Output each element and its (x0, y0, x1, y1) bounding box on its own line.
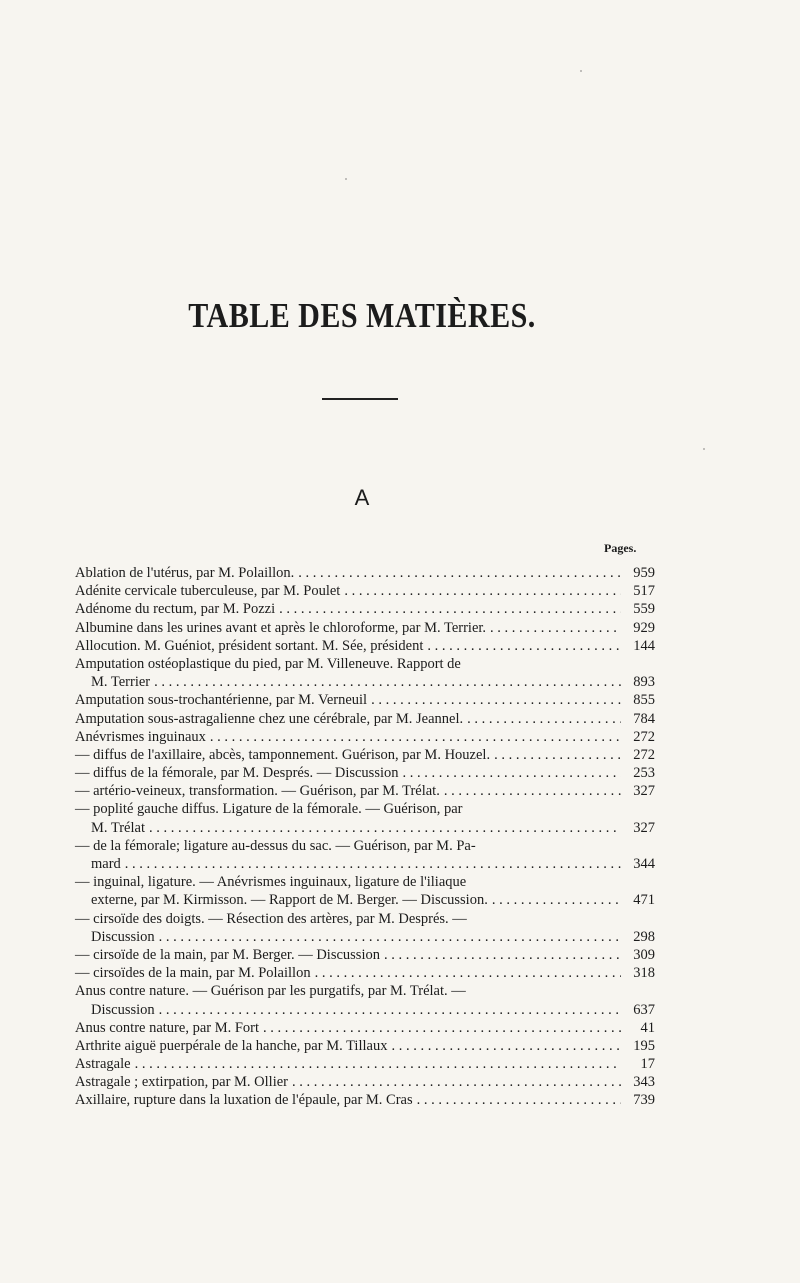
page-number: 195 (633, 1037, 655, 1054)
leader-dots (292, 1073, 621, 1091)
index-entry-text: externe, par M. Kirmisson. — Rapport de M. Berger. — Discussion. (91, 892, 488, 909)
page-number: 855 (633, 692, 655, 709)
index-entry-text: Ablation de l'utérus, par M. Polaillon. (75, 565, 295, 581)
index-entry-line (75, 1001, 655, 1019)
index-entry-text: — inguinal, ligature. — Anévrismes inguinaux, ligature de l'iliaque (75, 874, 467, 891)
leader-dots (391, 1037, 621, 1055)
index-entry-line (75, 619, 655, 637)
index-entry (75, 982, 655, 1018)
index-entry (75, 1019, 655, 1037)
index-entry-line (75, 928, 655, 946)
index-entry (75, 764, 655, 782)
index-entry (75, 1037, 655, 1055)
index-entry-text: — de la fémorale; ligature au-dessus du sac. — Guérison, par M. Pa- (75, 837, 476, 854)
page-number: 309 (633, 946, 655, 963)
leader-dots (467, 710, 621, 728)
index-entry-line (75, 746, 655, 764)
index-entry-text: Arthrite aiguë puerpérale de la hanche, par M. Tillaux (75, 1037, 388, 1054)
page-number: 739 (633, 1092, 655, 1109)
index-entry (75, 800, 655, 836)
page-number: 343 (633, 1074, 655, 1091)
section-letter: A (354, 485, 370, 510)
title-rule (322, 398, 398, 400)
index-entry-text: Axillaire, rupture dans la luxation de l'épaule, par M. Cras (75, 1092, 413, 1109)
index-entry (75, 655, 655, 691)
page-number: 517 (633, 583, 655, 600)
index-entry-line (75, 673, 655, 691)
index-entry-line (75, 1073, 655, 1091)
page-number: 318 (633, 965, 655, 982)
index-entry-line (75, 819, 655, 837)
index-entries (75, 564, 655, 1110)
index-entry-text: M. Trélat (91, 819, 145, 836)
index-entry (75, 746, 655, 764)
page-number: 17 (640, 1056, 655, 1073)
index-entry-line (75, 837, 655, 855)
leader-dots (135, 1055, 621, 1073)
index-entry-text: Albumine dans les urines avant et après le chloroforme, par M. Terrier. (75, 619, 487, 636)
leader-dots (210, 728, 621, 746)
index-entry-line (75, 782, 655, 800)
index-entry-line (75, 910, 655, 928)
index-entry-line (75, 655, 655, 673)
paper-speck (345, 178, 347, 180)
index-entry-line (75, 637, 655, 655)
page-number: 327 (633, 819, 655, 836)
index-entry-text: Amputation ostéoplastique du pied, par M. Villeneuve. Rapport de (75, 655, 461, 672)
index-entry (75, 619, 655, 637)
index-entry-text: Anévrismes inguinaux (75, 728, 206, 745)
leader-dots (417, 1091, 621, 1109)
index-entry-line (75, 964, 655, 982)
leader-dots (444, 782, 621, 800)
index-entry-text: — artério-veineux, transformation. — Guérison, par M. Trélat. (75, 783, 440, 800)
index-entry (75, 964, 655, 982)
index-entry-line (75, 800, 655, 818)
index-entry-text: M. Terrier (91, 674, 151, 691)
leader-dots (494, 746, 621, 764)
index-entry (75, 1073, 655, 1091)
page-number: 272 (633, 746, 655, 763)
index-entry-text: — diffus de la fémorale, par M. Després. — Discussion (75, 765, 399, 782)
leader-dots (344, 582, 621, 600)
index-entry (75, 691, 655, 709)
leader-dots (492, 891, 621, 909)
page-number: 298 (633, 928, 655, 945)
index-entry-line (75, 891, 655, 909)
leader-dots (315, 964, 621, 982)
index-entry (75, 637, 655, 655)
index-entry-line (75, 564, 655, 582)
leader-dots (298, 564, 621, 582)
index-entry (75, 1091, 655, 1109)
leader-dots (490, 619, 621, 637)
page-number: 637 (633, 1001, 655, 1018)
index-entry (75, 837, 655, 873)
leader-dots (427, 637, 621, 655)
index-entry-line (75, 873, 655, 891)
leader-dots (154, 673, 621, 691)
index-entry-line (75, 710, 655, 728)
page-number: 344 (633, 856, 655, 872)
leader-dots (125, 855, 621, 873)
index-entry-text: Anus contre nature, par M. Fort (75, 1019, 260, 1036)
paper-speck (580, 70, 582, 72)
index-entry-line (75, 764, 655, 782)
paper-speck (703, 448, 705, 450)
index-entry-text: Astragale (75, 1056, 131, 1073)
index-entry-text: — diffus de l'axillaire, abcès, tamponnement. Guérison, par M. Houzel. (75, 746, 491, 763)
page-title: TABLE DES MATIÈRES. (188, 296, 536, 335)
index-entry-line (75, 728, 655, 746)
leader-dots (371, 691, 621, 709)
index-entry (75, 782, 655, 800)
index-entry-line (75, 1019, 655, 1037)
index-entry (75, 910, 655, 946)
pages-column-header: Pages. (604, 541, 637, 555)
page-number: 893 (633, 674, 655, 691)
index-entry (75, 710, 655, 728)
index-entry-text: mard (91, 856, 121, 872)
index-entry-line (75, 855, 655, 873)
page-number: 959 (633, 565, 655, 581)
page-number: 929 (633, 619, 655, 636)
index-entry (75, 582, 655, 600)
index-entry-line (75, 1091, 655, 1109)
page-number: 41 (640, 1019, 655, 1036)
index-entry-text: — cirsoïde de la main, par M. Berger. — Discussion (75, 946, 380, 963)
page-number: 253 (633, 765, 655, 782)
index-entry-line (75, 946, 655, 964)
index-entry-text: Adénome du rectum, par M. Pozzi (75, 601, 276, 618)
leader-dots (403, 764, 622, 782)
page-number: 272 (633, 728, 655, 745)
index-entry-text: Amputation sous-trochantérienne, par M. Verneuil (75, 692, 368, 709)
index-entry (75, 873, 655, 909)
leader-dots (159, 1001, 621, 1019)
index-entry (75, 1055, 655, 1073)
leader-dots (263, 1019, 621, 1037)
page-number: 559 (633, 601, 655, 618)
index-entry-text: Allocution. M. Guéniot, président sortant. M. Sée, président (75, 637, 424, 654)
leader-dots (149, 819, 621, 837)
index-entry-line (75, 982, 655, 1000)
index-entry-line (75, 582, 655, 600)
page-number: 144 (633, 637, 655, 654)
index-entry-text: Anus contre nature. — Guérison par les purgatifs, par M. Trélat. — (75, 983, 466, 1000)
index-entry-line (75, 1055, 655, 1073)
index-entry-text: Amputation sous-astragalienne chez une cérébrale, par M. Jeannel. (75, 710, 464, 727)
index-entry (75, 564, 655, 582)
index-entry-text: Astragale ; extirpation, par M. Ollier (75, 1074, 289, 1091)
index-entry-line (75, 1037, 655, 1055)
index-entry-text: Discussion (91, 928, 155, 945)
index-entry-text: — cirsoïde des doigts. — Résection des artères, par M. Després. — (75, 910, 467, 927)
page-number: 327 (633, 783, 655, 800)
page-number: 784 (633, 710, 655, 727)
index-entry-text: Adénite cervicale tuberculeuse, par M. Poulet (75, 583, 341, 600)
index-entry-line (75, 691, 655, 709)
index-entry (75, 728, 655, 746)
index-entry (75, 946, 655, 964)
leader-dots (384, 946, 621, 964)
page-number: 471 (633, 892, 655, 909)
leader-dots (279, 600, 621, 618)
index-entry-text: — cirsoïdes de la main, par M. Polaillon (75, 965, 311, 982)
index-entry-text: Discussion (91, 1001, 155, 1018)
leader-dots (159, 928, 621, 946)
index-entry-text: — poplité gauche diffus. Ligature de la fémorale. — Guérison, par (75, 801, 463, 818)
index-entry (75, 600, 655, 618)
index-entry-line (75, 600, 655, 618)
